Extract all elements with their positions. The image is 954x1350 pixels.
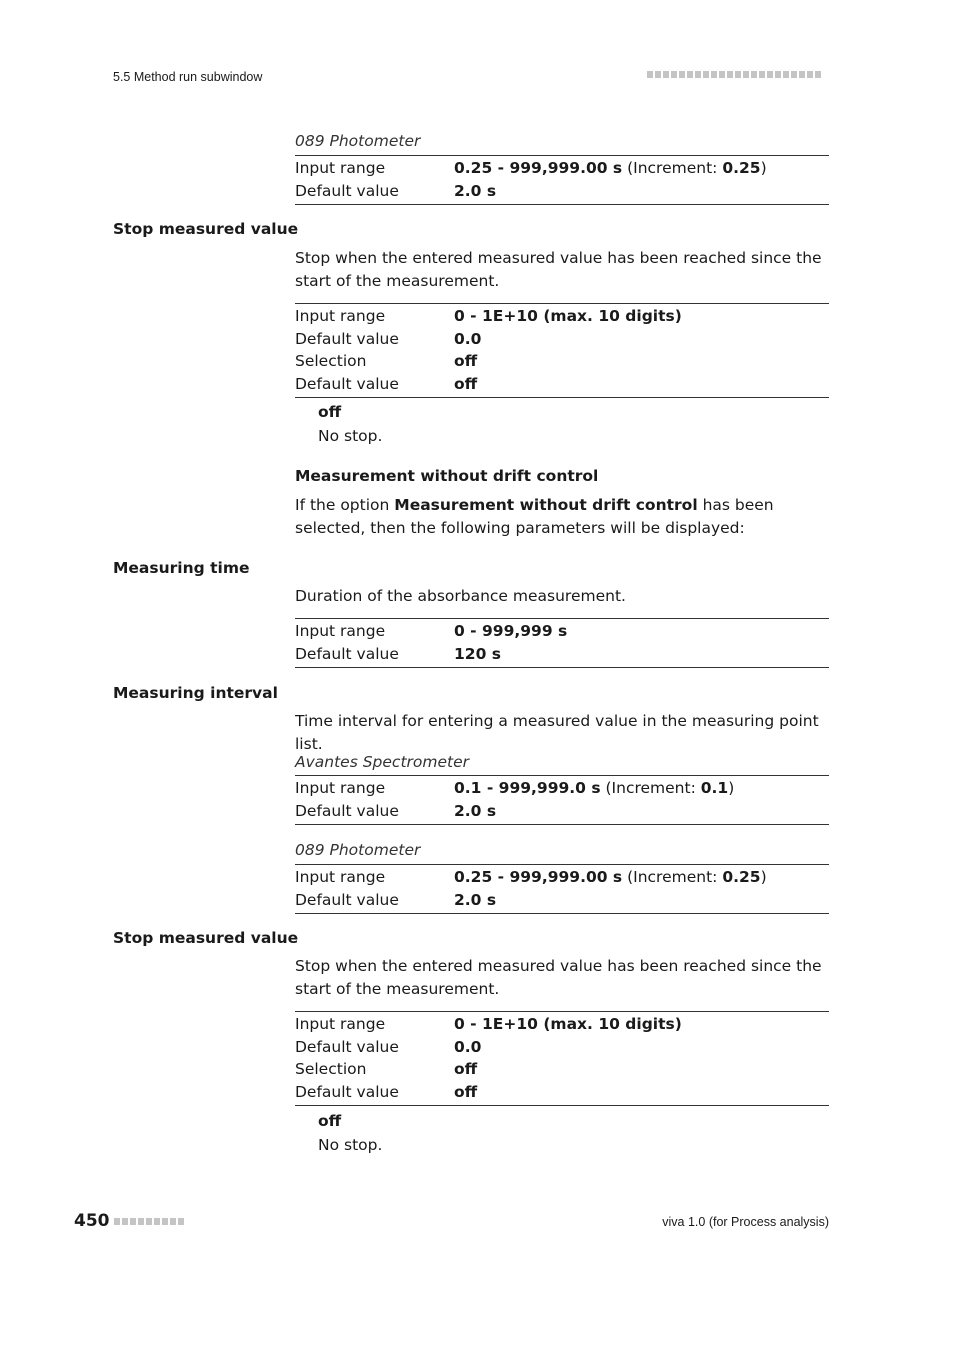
row-key: Default value	[295, 801, 399, 820]
header-decoration	[647, 71, 821, 78]
row-value: 0.0	[454, 329, 482, 348]
row-key: Input range	[295, 868, 386, 887]
table-row	[295, 620, 829, 643]
row-key: Default value	[295, 644, 399, 663]
parameter-title: Stop measured value	[113, 929, 299, 947]
subsection-text: If the option Measurement without drift control has been selected, then the following parameters will be displayed:	[295, 496, 774, 537]
table-row	[295, 157, 829, 180]
table-row	[295, 180, 829, 203]
row-key: Default value	[295, 1082, 399, 1101]
parameter-title: Measuring interval	[113, 684, 278, 702]
row-value: 2.0 s	[454, 181, 497, 200]
row-key: Selection	[295, 1060, 367, 1079]
page-number: 450	[74, 1211, 110, 1231]
row-key: Input range	[295, 1015, 386, 1034]
table-row	[295, 350, 829, 373]
row-key: Default value	[295, 374, 399, 393]
option-description: No stop.	[318, 427, 383, 445]
row-value: 2.0 s	[454, 801, 497, 820]
row-key: Default value	[295, 890, 399, 909]
parameter-description: Stop when the entered measured value has been reached since the start of the measurement.	[295, 957, 822, 998]
row-value: 0 - 1E+10 (max. 10 digits)	[454, 307, 682, 326]
parameter-description: Duration of the absorbance measurement.	[295, 587, 626, 605]
parameter-table	[295, 775, 829, 825]
option-name: off	[318, 403, 342, 421]
row-key: Selection	[295, 352, 367, 371]
subsection-title: Measurement without drift control	[295, 467, 599, 485]
parameter-table	[295, 303, 829, 398]
parameter-table	[295, 1011, 829, 1106]
footer-product: viva 1.0 (for Process analysis)	[662, 1215, 829, 1229]
row-key: Input range	[295, 779, 386, 798]
table-row	[295, 1036, 829, 1059]
row-value: off	[454, 352, 478, 371]
option-entry	[318, 1112, 382, 1154]
option-name: off	[318, 1112, 342, 1130]
parameter-table	[295, 618, 829, 668]
row-key: Default value	[295, 329, 399, 348]
parameter-title: Stop measured value	[113, 220, 299, 238]
row-value: off	[454, 374, 478, 393]
row-value: 0.1 - 999,999.0 s (Increment: 0.1)	[454, 779, 735, 798]
parameter-description: Stop when the entered measured value has been reached since the start of the measurement.	[295, 249, 822, 290]
table-caption: 089 Photometer	[295, 841, 421, 859]
row-value: off	[454, 1060, 478, 1079]
row-value: 0.25 - 999,999.00 s (Increment: 0.25)	[454, 159, 767, 178]
table-row	[295, 800, 829, 823]
row-value: 0 - 999,999 s	[454, 622, 568, 641]
table-row	[295, 866, 829, 889]
row-key: Default value	[295, 181, 399, 200]
parameter-table	[295, 864, 829, 914]
footer-decoration	[114, 1218, 184, 1225]
table-caption: Avantes Spectrometer	[295, 753, 470, 771]
table-row	[295, 643, 829, 666]
row-value: 2.0 s	[454, 890, 497, 909]
running-header-section: 5.5 Method run subwindow	[113, 70, 263, 84]
row-value: 0.0	[454, 1037, 482, 1056]
table-row	[295, 1013, 829, 1036]
parameter-table	[295, 155, 829, 205]
table-row	[295, 1058, 829, 1081]
table-row	[295, 305, 829, 328]
table-row	[295, 328, 829, 351]
row-key: Input range	[295, 622, 386, 641]
row-value: 0 - 1E+10 (max. 10 digits)	[454, 1015, 682, 1034]
row-value: 0.25 - 999,999.00 s (Increment: 0.25)	[454, 868, 767, 887]
table-caption: 089 Photometer	[295, 132, 421, 150]
row-key: Input range	[295, 307, 386, 326]
parameter-title: Measuring time	[113, 559, 250, 577]
table-row	[295, 1081, 829, 1104]
row-value: 120 s	[454, 644, 501, 663]
table-row	[295, 373, 829, 396]
option-entry	[318, 403, 382, 445]
row-key: Default value	[295, 1037, 399, 1056]
row-value: off	[454, 1082, 478, 1101]
row-key: Input range	[295, 159, 386, 178]
option-description: No stop.	[318, 1136, 383, 1154]
table-row	[295, 777, 829, 800]
parameter-description: Time interval for entering a measured value in the measuring point list.	[295, 712, 819, 753]
table-row	[295, 889, 829, 912]
